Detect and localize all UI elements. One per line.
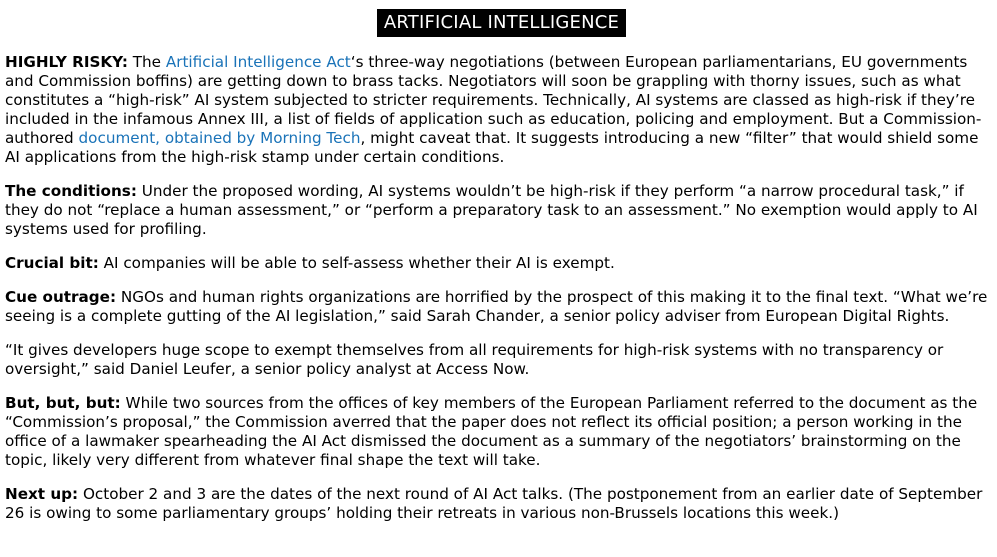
section-header: ARTIFICIAL INTELLIGENCE xyxy=(377,9,626,37)
paragraph-conditions xyxy=(5,182,997,239)
section-header-wrap xyxy=(0,9,997,37)
paragraph-text: Under the proposed wording, AI systems wouldn’t be high-risk if they perform “a narrow procedural task,” if they do not “replace a human assessment,” or “perform a preparatory task to an assessment.” No exemption would apply to AI systems used for profiling. xyxy=(5,182,978,238)
lead-conditions: The conditions: xyxy=(5,182,137,200)
paragraph-next-up xyxy=(5,485,997,523)
paragraph-but-but-but xyxy=(5,394,997,470)
paragraph-text: While two sources from the offices of key members of the European Parliament referred to the document as the “Commission’s proposal,” the Commission averred that the paper does not reflect its official position; a person working in the office of a lawmaker spearheading the AI Act dismissed the document as a summary of the negotiators’ brainstorming on the topic, likely very different from whatever final shape the text will take. xyxy=(5,394,978,469)
paragraph-quote-leufer xyxy=(5,341,997,379)
paragraph-crucial-bit xyxy=(5,254,997,273)
article-body xyxy=(5,53,997,538)
paragraph-text: NGOs and human rights organizations are horrified by the prospect of this making it to the final text. “What we’re seeing is a complete gutting of the AI legislation,” said Sarah Chander, a senior policy adviser from European Digital Rights. xyxy=(5,288,988,325)
lead-but-but-but: But, but, but: xyxy=(5,394,121,412)
document-link[interactable]: document, obtained by Morning Tech xyxy=(78,129,361,147)
paragraph-text: , might caveat that. It suggests introducing a new “filter” that would shield some AI applications from the high-risk stamp under certain conditions. xyxy=(5,129,979,166)
lead-cue-outrage: Cue outrage: xyxy=(5,288,117,306)
paragraph-text: ‘s three-way negotiations (between European parliamentarians, EU governments and Commission boffins) are getting down to brass tacks. Negotiators will soon be grappling with thorny issues, such as what constitutes a “high-risk” AI system subjected to stricter requirements. Technically, AI systems are classed as high-risk if they’re included in the infamous Annex III, a list of fields of application such as education, policing and employment. But a Commission-authored xyxy=(5,53,982,147)
lead-next-up: Next up: xyxy=(5,485,79,503)
paragraph-text: “It gives developers huge scope to exempt themselves from all requirements for high-risk systems with no transparency or oversight,” said Daniel Leufer, a senior policy analyst at Access Now. xyxy=(5,341,944,378)
paragraph-text: AI companies will be able to self-assess whether their AI is exempt. xyxy=(98,254,615,272)
lead-highly-risky: HIGHLY RISKY: xyxy=(5,53,128,71)
lead-crucial-bit: Crucial bit: xyxy=(5,254,99,272)
ai-act-link[interactable]: Artificial Intelligence Act xyxy=(165,53,351,71)
paragraph-text: October 2 and 3 are the dates of the next round of AI Act talks. (The postponement from an earlier date of September 26 is owing to some parliamentary groups’ holding their retreats in various non-Brussels locations this week.) xyxy=(5,485,983,522)
paragraph-text: The xyxy=(127,53,166,71)
paragraph-highly-risky xyxy=(5,53,997,167)
paragraph-cue-outrage xyxy=(5,288,997,326)
